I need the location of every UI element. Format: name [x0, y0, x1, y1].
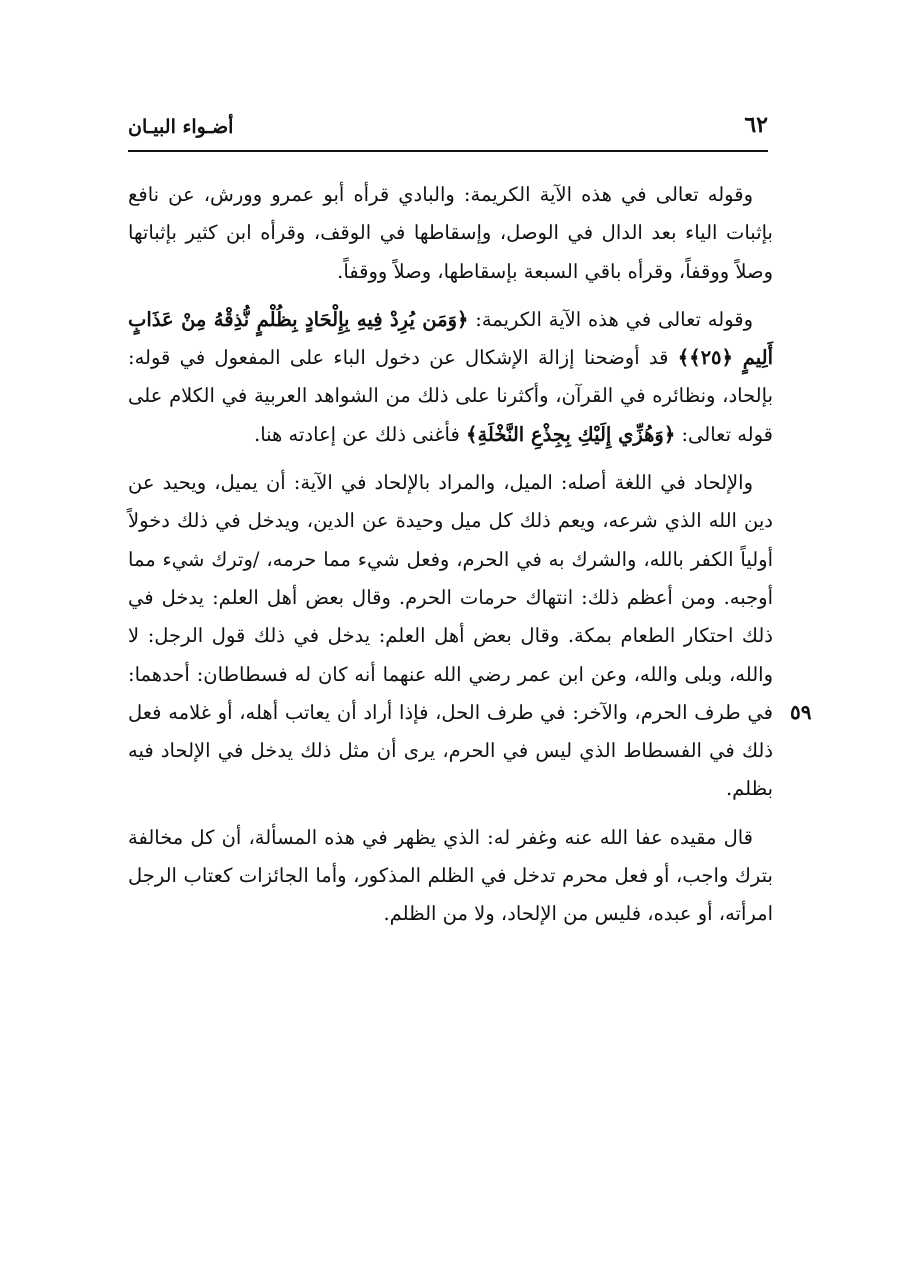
page-body	[128, 176, 773, 944]
paragraph-2-ending: فأغنى ذلك عن إعادته هنا.	[254, 422, 460, 446]
paragraph-2-middle: قد أوضحنا إزالة الإشكال عن دخول الباء على المفعول في قوله: بإلحاد، ونظائره في القرآن، وأكثرنا على ذلك من الشواهد العربية في الكلام على قوله تعالى:	[128, 346, 773, 446]
page-header	[128, 112, 768, 146]
quran-verse-2: ﴿وَهُزِّي إِلَيْكِ بِجِذْعِ النَّخْلَةِ﴾	[466, 422, 676, 446]
header-rule	[128, 150, 768, 152]
page-number: ٦٢	[744, 112, 768, 138]
paragraph-3: والإلحاد في اللغة أصله: الميل، والمراد بالإلحاد في الآية: أن يميل، ويحيد عن دين الله الذي شرعه، ويعم ذلك كل ميل وحيدة عن الدين، ويدخل في ذلك دخولاً أولياً الكفر بالله، والشرك به في الحرم، وفعل شيء مما حرمه، /وترك شيء مما أوجبه. ومن أعظم ذلك: انتهاك حرمات الحرم. وقال بعض أهل العلم: يدخل في ذلك احتكار الطعام بمكة. وقال بعض أهل العلم: يدخل في ذلك قول الرجل: لا والله، وبلى والله، وعن ابن عمر رضي الله عنهما أنه كان له فسطاطان: أحدهما: في طرف الحرم، والآخر: في طرف الحل، فإذا أراد أن يعاتب أهله، أو غلامه فعل ذلك في الفسطاط الذي ليس في الحرم، يرى أن مثل ذلك يدخل في الإلحاد فيه بظلم.	[128, 471, 773, 801]
quran-verse-1: ﴿وَمَن يُرِدْ فِيهِ بِإِلْحَادٍ بِظُلْمٍ نُّذِقْهُ مِنْ عَذَابٍ أَلِيمٍ ﴿٢٥﴾﴾	[128, 307, 773, 370]
paragraph-2	[128, 301, 773, 454]
running-title: أضـواء البيـان	[128, 116, 234, 138]
margin-page-reference: ٥٩	[790, 700, 812, 724]
paragraph-2-intro: وقوله تعالى في هذه الآية الكريمة:	[475, 307, 754, 331]
paragraph-1: وقوله تعالى في هذه الآية الكريمة: والبادي قرأه أبو عمرو وورش، عن نافع بإثبات الياء بعد الدال في الوصل، وإسقاطها في الوقف، وقرأه ابن كثير بإثباتها وصلاً ووقفاً، وقرأه باقي السبعة بإسقاطها، وصلاً ووقفاً.	[128, 183, 773, 283]
paragraph-4: قال مقيده عفا الله عنه وغفر له: الذي يظهر في هذه المسألة، أن كل مخالفة بترك واجب، أو فعل محرم تدخل في الظلم المذكور، وأما الجائزات كعتاب الرجل امرأته، أو عبده، فليس من الإلحاد، ولا من الظلم.	[128, 825, 773, 926]
